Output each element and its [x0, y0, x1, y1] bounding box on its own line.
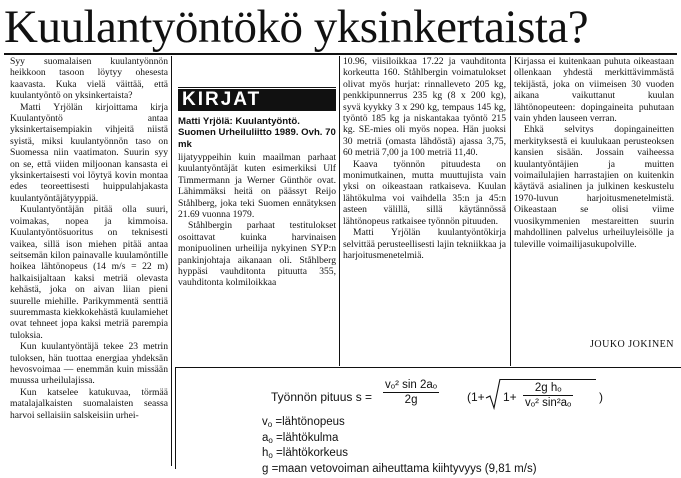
section-label-kirjat: KIRJAT: [178, 89, 336, 111]
section-label-rule: [178, 87, 336, 88]
paragraph: Syy suomalaisen kuulantyönnön heikkoon tasoon löytyy ohesesta kaavasta. Kuka vielä väittää, että kuulantyöntö on yksinkertaista?: [10, 56, 168, 102]
fraction-2-denominator: vₒ² sin²aₒ: [523, 395, 573, 410]
paragraph: Kuulantyöntäjän pitää olla suuri, voimakas, nopea ja kimmoisa. Kuulantyöntösuoritus on teknisesti vaikea, sillä ison miehen pitää antaa seitsemän kilon painavalle kuulamöntille hoikea lähtönopeus (14 m/s = 22 m) halkaisijaltaan kaksi metriä olevasta kehästä, joka on aivan liian pieni suurelle miehille. Parikymmentä senttiä suuremmasta kiekkokehästä kuulamiehet ovat tehneet jopa kaksi metriä parempia tuloksia.: [10, 204, 168, 341]
formula-fraction-2: [523, 381, 573, 410]
fraction-2-numerator: 2g hₒ: [523, 381, 573, 395]
formula-sqrt-one: 1+: [503, 390, 517, 404]
square-root-bar: [500, 379, 596, 380]
formula-box: [175, 367, 681, 469]
paragraph: Kirjassa ei kuitenkaan puhuta oikeastaan ollenkaan yhdestä merkittävimmästä tekijästä, joka on viimeisen 30 vuoden aikana vaikuttanut kuulan lähtönopeuteen: dopingaineita puhutaan vain yhden lauseen verran.: [514, 56, 674, 124]
paragraph: 10.96, viisiloikkaa 17.22 ja vauhditonta korkeutta 160. Ståhlbergin voimatulokset olivat myös hurjat: rinnalleveto 205 kg, penkkipunnerrus 235 kg (8 x 200 kg), syvä kyykky 3 x 290 kg, tempaus 145 kg, työntö 185 kg ja niskantakaa työntö 215 kg. SE-mies oli myös nopea. Hän juoksi 30 metriä (omasta lähdöstä) ajassa 3,75, 60 metriä 7,00 ja 100 metriä 11,40.: [343, 56, 506, 159]
formula-close-paren: ): [599, 390, 603, 404]
fraction-1-denominator: 2g: [383, 392, 439, 407]
legend-row: g =maan vetovoiman aiheuttama kiihtyvyys (9,81 m/s): [262, 463, 672, 478]
legend-row: $a_o$ =lähtökulma: [262, 432, 672, 448]
formula-legend: [262, 416, 672, 478]
formula-fraction-1: [383, 378, 439, 407]
formula-lhs: Työnnön pituus s =: [271, 390, 372, 404]
paragraph: Kaava työnnön pituudesta on monimutkainen, mutta muuttujista vain yksi on oikeastaan ratkaiseva. Kuulan lähtökulma voi vaihdella 35:n ja 45:n asteen välillä, sillä käytännössä lähtönopeus ratkaisee työnnön pituuden.: [343, 159, 506, 227]
article-column-2: [178, 152, 336, 364]
article-column-3: [343, 56, 506, 366]
paragraph: lijatyyppeihin kuin maailman parhaat kuulantyöntäjät kuten esimerkiksi Ulf Timmermann ja Werner Günthör ovat. Lähimmäksi heitä on päässyt Reijo Ståhlberg, joka teki Suomen ennätyksen 21.69 vuonna 1979.: [178, 152, 336, 220]
fraction-1-numerator: vₒ² sin 2aₒ: [383, 378, 439, 392]
column-divider: [171, 56, 172, 466]
book-info: Matti Yrjölä: Kuulantyöntö. Suomen Urheiluliitto 1989. Ovh. 70 mk: [178, 116, 336, 150]
article-column-1: [10, 56, 168, 466]
column-divider: [510, 56, 511, 366]
article-headline: Kuulantyöntökö yksinkertaista?: [4, 2, 677, 52]
paragraph: Ståhlbergin parhaat testitulokset osoittavat kuinka harvinaisen monipuolinen urheilija nykyinen SYP:n pankinjohtaja aikanaan oli. Ståhlberg hyppäsi vauhditonta pituutta 355, vauhditonta kolmiloikkaa: [178, 220, 336, 288]
legend-row: $v_o$ =lähtönopeus: [262, 416, 672, 432]
column-divider: [339, 56, 340, 366]
paragraph: Kun kuulantyöntäjä tekee 23 metrin tuloksen, hän tuottaa energiaa yhdeksän hevosvoimaa — enemmän kuin missään muussa urheilulajissa.: [10, 341, 168, 387]
author-signature: JOUKO JOKINEN: [560, 339, 674, 350]
headline-rule: [4, 53, 677, 55]
legend-row: $h_o$ =lähtökorkeus: [262, 447, 672, 463]
paragraph: Matti Yrjölän kuulantyöntökirja selvittää perusteellisesti lajin tekniikkaa ja harjoitusmenetelmiä.: [343, 227, 506, 261]
paragraph: Kun katselee katukuvaa, törmää matalajalkaisten suomalaisten seassa harvoi sellaisiin salskeisiin urhei-: [10, 387, 168, 421]
paragraph: Matti Yrjölän kirjoittama kirja Kuulantyöntö antaa yksinkertaisempiakin vihjeitä niistä syistä, miksi kuulantyönnön taso on Suomessa niin vaatimaton. Suurin syy on se, että viiden miljoonan kansasta ei yksinkertaisesti voi löytyä kovin montaa edes teoreettisesti huippulahjakasta kuulantyöntäjätyyppiä.: [10, 102, 168, 205]
formula-open-paren: (1+: [467, 390, 485, 404]
article-column-4: [514, 56, 674, 256]
square-root-icon: [485, 378, 501, 410]
paragraph: Ehkä selvitys dopingaineitten merkityksestä ei kuulukaan perusteoksen kansien sisään. Jossain vaiheessa kuulantyöntäjien ja muitten voimailulajien harrastajien on kuitenkin käytävä asialinen ja julkinen keskustelu 1970-luvun harjoitusmenetelmistä. Oikeastaan se olisi viime vuosikymmenien mestareitten suurin mahdollinen palvelus urheiluyleisölle ja tuleville voimailijasukupolville.: [514, 124, 674, 249]
